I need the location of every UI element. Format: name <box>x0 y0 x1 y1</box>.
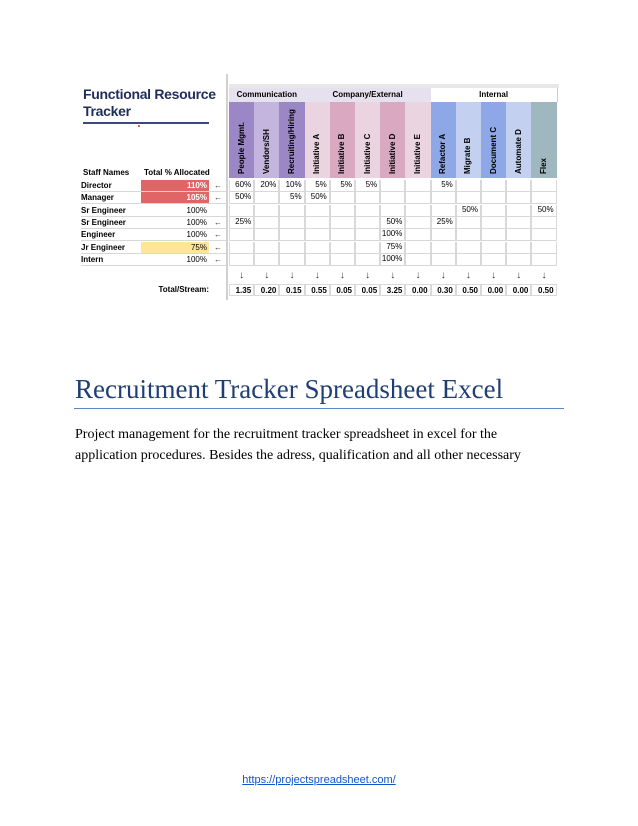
allocation-cell[interactable] <box>531 254 556 266</box>
allocation-cell[interactable] <box>431 192 456 204</box>
stream-header-label: Automate D <box>513 129 523 174</box>
allocation-cell[interactable]: 50% <box>380 217 405 229</box>
allocation-arrow: ← <box>209 254 227 266</box>
down-arrow-icon: ↓ <box>390 270 396 281</box>
allocation-cell[interactable] <box>305 205 330 217</box>
allocation-cell[interactable] <box>355 205 380 217</box>
allocation-arrow: ← <box>209 242 227 254</box>
down-arrow-icon: ↓ <box>465 270 471 281</box>
allocation-cell[interactable]: 50% <box>229 192 254 204</box>
allocation-cell[interactable] <box>481 242 506 254</box>
allocation-cell[interactable]: 20% <box>254 180 279 192</box>
allocation-cell[interactable] <box>431 229 456 241</box>
allocation-cell[interactable] <box>330 192 355 204</box>
stream-header-label: Vendors/SH <box>261 129 271 174</box>
allocation-cell[interactable] <box>456 229 481 241</box>
stream-header-label: Initiative D <box>387 133 397 174</box>
down-arrow-icon: ↓ <box>239 270 245 281</box>
allocation-cell[interactable] <box>330 205 355 217</box>
stream-total: 0.50 <box>531 284 556 296</box>
stream-header-label: People Mgmt. <box>236 121 246 174</box>
stream-header <box>431 102 457 178</box>
allocation-cell[interactable] <box>229 254 254 266</box>
stream-header <box>355 102 381 178</box>
allocation-cell[interactable] <box>254 254 279 266</box>
allocation-arrow: ← <box>209 180 227 192</box>
total-allocated: 110% <box>141 180 209 192</box>
table-row <box>78 217 556 229</box>
paragraph-line: application procedures. Besides the adress, qualification and all other necessary <box>75 448 521 463</box>
stream-header-label: Refactor A <box>438 133 448 174</box>
stream-header <box>506 102 532 178</box>
allocation-cell[interactable] <box>456 180 481 192</box>
down-arrow-icon: ↓ <box>541 270 547 281</box>
allocation-cell[interactable] <box>305 242 330 254</box>
total-allocated: 100% <box>141 229 209 241</box>
staff-names-header: Staff Names <box>83 168 130 177</box>
total-allocated: 100% <box>141 254 209 266</box>
allocation-cell[interactable] <box>305 229 330 241</box>
stream-total: 0.05 <box>355 284 380 296</box>
stream-total: 0.00 <box>506 284 531 296</box>
stream-header-label: Initiative E <box>412 133 422 174</box>
table-row <box>78 205 556 217</box>
allocation-cell[interactable]: 5% <box>355 180 380 192</box>
group-header: Internal <box>431 88 558 102</box>
allocation-cell[interactable] <box>279 229 304 241</box>
allocation-cell[interactable] <box>431 254 456 266</box>
allocation-cell[interactable] <box>431 205 456 217</box>
down-arrow-icon: ↓ <box>440 270 446 281</box>
allocation-cell[interactable] <box>355 217 380 229</box>
allocation-cell[interactable]: 5% <box>279 192 304 204</box>
allocation-cell[interactable]: 60% <box>229 180 254 192</box>
stream-header-label: Document C <box>488 126 498 174</box>
allocation-cell[interactable] <box>456 217 481 229</box>
allocation-cell[interactable]: 50% <box>305 192 330 204</box>
down-arrow-icon: ↓ <box>264 270 270 281</box>
allocation-cell[interactable] <box>355 229 380 241</box>
stream-header <box>380 102 406 178</box>
allocation-cell[interactable] <box>531 180 556 192</box>
staff-name: Jr Engineer <box>81 242 141 254</box>
paragraph-line: Project management for the recruitment tracker spreadsheet in excel for the <box>75 427 498 442</box>
stream-total: 0.55 <box>305 284 330 296</box>
allocation-cell[interactable] <box>305 217 330 229</box>
allocation-cell[interactable] <box>506 180 531 192</box>
allocation-cell[interactable] <box>481 229 506 241</box>
title-underline <box>83 122 209 124</box>
staff-name: Director <box>81 180 141 192</box>
allocation-cell[interactable]: 5% <box>330 180 355 192</box>
table-row <box>78 229 556 241</box>
allocation-cell[interactable] <box>506 242 531 254</box>
staff-name: Manager <box>81 192 141 204</box>
allocation-cell[interactable]: 75% <box>380 242 405 254</box>
allocation-cell[interactable] <box>506 217 531 229</box>
allocation-cell[interactable] <box>456 242 481 254</box>
total-allocated-header: Total % Allocated <box>144 168 210 177</box>
allocation-cell[interactable]: 25% <box>431 217 456 229</box>
allocation-cell[interactable]: 10% <box>279 180 304 192</box>
allocation-cell[interactable] <box>355 254 380 266</box>
allocation-cell[interactable] <box>330 242 355 254</box>
allocation-cell[interactable] <box>456 254 481 266</box>
allocation-cell[interactable] <box>506 254 531 266</box>
allocation-cell[interactable] <box>330 229 355 241</box>
allocation-cell[interactable]: 50% <box>531 205 556 217</box>
allocation-cell[interactable] <box>405 229 430 241</box>
allocation-cell[interactable] <box>405 254 430 266</box>
allocation-cell[interactable] <box>355 192 380 204</box>
stream-header <box>481 102 507 178</box>
allocation-cell[interactable]: 25% <box>229 217 254 229</box>
allocation-cell[interactable] <box>481 205 506 217</box>
allocation-cell[interactable] <box>229 229 254 241</box>
tracker-title <box>83 86 216 120</box>
stream-header <box>279 102 305 178</box>
allocation-cell[interactable] <box>531 192 556 204</box>
intro-paragraph <box>75 424 555 466</box>
stream-total: 1.35 <box>229 284 254 296</box>
table-row <box>78 180 556 192</box>
allocation-arrow: ← <box>209 217 227 229</box>
allocation-cell[interactable] <box>330 217 355 229</box>
allocation-cell[interactable] <box>254 229 279 241</box>
group-header: Communication <box>229 88 306 102</box>
down-arrow-icon: ↓ <box>289 270 295 281</box>
down-arrow-icon: ↓ <box>339 270 345 281</box>
tracker-title-line1: Functional Resource <box>83 86 216 102</box>
stream-header <box>229 102 255 178</box>
allocation-cell[interactable] <box>405 205 430 217</box>
allocation-cell[interactable]: 5% <box>431 180 456 192</box>
stream-header-label: Flex <box>538 157 548 174</box>
allocation-cell[interactable] <box>531 229 556 241</box>
stream-header-label: Recruiting/Hiring <box>286 109 296 174</box>
allocation-cell[interactable]: 50% <box>456 205 481 217</box>
total-allocated: 75% <box>141 242 209 254</box>
stream-total: 0.15 <box>279 284 304 296</box>
down-arrow-icon: ↓ <box>516 270 522 281</box>
title-rule <box>74 408 564 409</box>
group-header: Company/External <box>305 88 432 102</box>
allocation-cell[interactable] <box>506 205 531 217</box>
stream-total: 0.30 <box>431 284 456 296</box>
allocation-cell[interactable] <box>405 242 430 254</box>
stream-total: 0.00 <box>405 284 430 296</box>
stream-total: 0.50 <box>456 284 481 296</box>
allocation-arrow: ← <box>209 192 227 204</box>
total-allocated: 100% <box>141 217 209 229</box>
total-allocated: 100% <box>141 205 209 217</box>
allocation-cell[interactable] <box>506 229 531 241</box>
page-title: Recruitment Tracker Spreadsheet Excel <box>75 374 504 404</box>
staff-name: Engineer <box>81 229 141 241</box>
totals-label: Total/Stream: <box>158 285 209 294</box>
allocation-cell[interactable] <box>330 254 355 266</box>
stream-header-label: Initiative A <box>312 133 322 174</box>
allocation-cell[interactable] <box>481 180 506 192</box>
allocation-cell[interactable] <box>279 254 304 266</box>
tracker-title-line2: Tracker <box>83 103 131 119</box>
stream-header-label: Initiative B <box>337 133 347 174</box>
stream-header <box>405 102 431 178</box>
allocation-cell[interactable] <box>506 192 531 204</box>
staff-name: Sr Engineer <box>81 205 141 217</box>
allocation-cell[interactable] <box>254 242 279 254</box>
allocation-cell[interactable] <box>254 192 279 204</box>
allocation-cell[interactable] <box>405 217 430 229</box>
stream-header <box>305 102 331 178</box>
staff-name: Intern <box>81 254 141 266</box>
stream-header <box>330 102 356 178</box>
allocation-arrow: ← <box>209 229 227 241</box>
down-arrow-icon: ↓ <box>314 270 320 281</box>
allocation-cell[interactable]: 100% <box>380 229 405 241</box>
allocation-cell[interactable]: 5% <box>305 180 330 192</box>
allocation-cell[interactable] <box>229 205 254 217</box>
table-row <box>78 192 556 204</box>
allocation-cell[interactable] <box>531 242 556 254</box>
allocation-cell[interactable] <box>481 254 506 266</box>
allocation-cell[interactable] <box>380 192 405 204</box>
stream-total: 0.20 <box>254 284 279 296</box>
allocation-cell[interactable] <box>481 192 506 204</box>
allocation-cell[interactable] <box>456 192 481 204</box>
down-arrow-icon: ↓ <box>365 270 371 281</box>
allocation-cell[interactable] <box>380 205 405 217</box>
stream-header-label: Initiative C <box>362 133 372 174</box>
stream-header-label: Migrate B <box>463 137 473 174</box>
footer-link[interactable]: https://projectspreadsheet.com/ <box>242 774 396 786</box>
down-arrow-icon: ↓ <box>415 270 421 281</box>
allocation-cell[interactable] <box>279 242 304 254</box>
total-allocated: 105% <box>141 192 209 204</box>
title-underline-mark <box>138 125 140 127</box>
allocation-cell[interactable] <box>405 180 430 192</box>
allocation-cell[interactable] <box>254 205 279 217</box>
allocation-arrow <box>209 205 227 217</box>
allocation-cell[interactable] <box>380 180 405 192</box>
allocation-cell[interactable] <box>531 217 556 229</box>
stream-total: 3.25 <box>380 284 405 296</box>
staff-name: Sr Engineer <box>81 217 141 229</box>
allocation-cell[interactable] <box>355 242 380 254</box>
stream-header <box>254 102 280 178</box>
allocation-cell[interactable] <box>229 242 254 254</box>
allocation-cell[interactable]: 100% <box>380 254 405 266</box>
down-arrow-icon: ↓ <box>491 270 497 281</box>
allocation-cell[interactable] <box>254 217 279 229</box>
stream-total: 0.05 <box>330 284 355 296</box>
allocation-cell[interactable] <box>405 192 430 204</box>
allocation-cell[interactable] <box>279 205 304 217</box>
table-row <box>78 242 556 254</box>
allocation-cell[interactable] <box>481 217 506 229</box>
resource-tracker-image <box>78 74 556 300</box>
stream-header <box>531 102 557 178</box>
allocation-cell[interactable] <box>431 242 456 254</box>
allocation-cell[interactable] <box>305 254 330 266</box>
stream-header <box>456 102 482 178</box>
stream-total: 0.00 <box>481 284 506 296</box>
table-row <box>78 254 556 266</box>
allocation-cell[interactable] <box>279 217 304 229</box>
